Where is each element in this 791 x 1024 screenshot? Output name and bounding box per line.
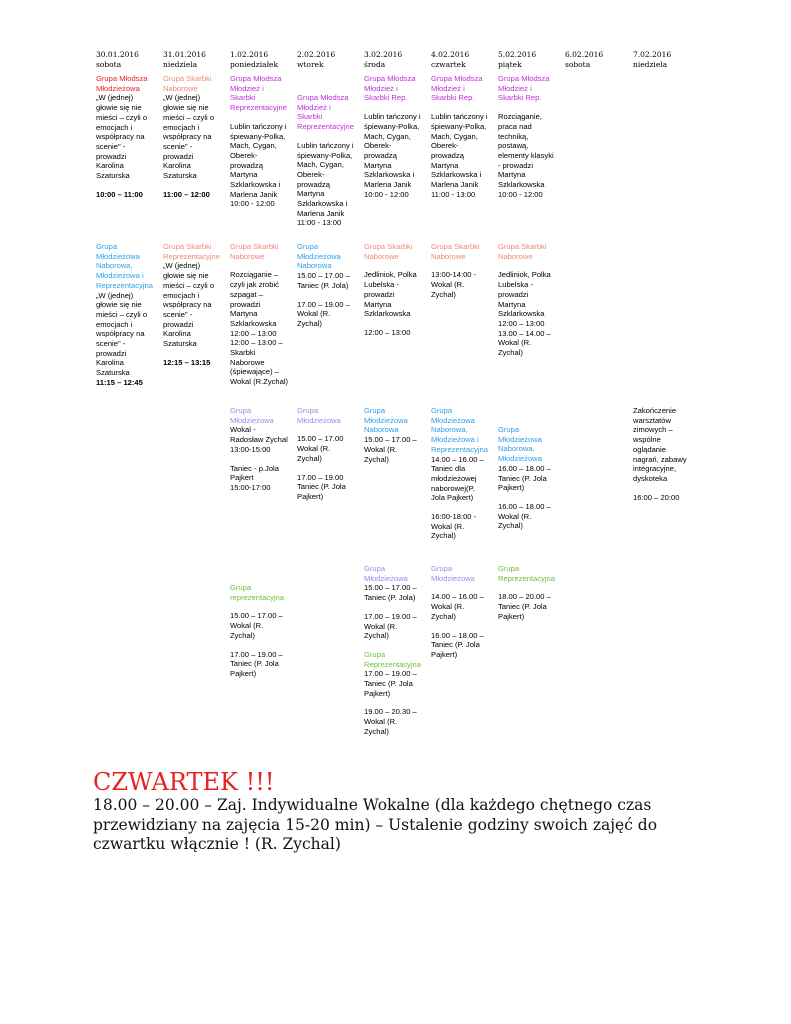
note [93, 768, 693, 855]
note-body: 18.00 – 20.00 – Zaj. Indywidualne Wokalne (dla każdego chętnego czas przewidziany na zajęcia 15-20 min) – Ustalenie godziny swoich zajęć do czwartku włącznie ! (R. Zychal) [93, 796, 658, 853]
schedule-cell: Grupa Młodsza Młodzieżowa „W (jednej) głowie się nie mieści – czyli o emocjach i współpracy na scenie" - prowadzi Karolina Szaturska 10:00 – 11:00 [96, 74, 148, 199]
schedule-cell: Grupa Skarbki Reprezentacyjne „W (jednej) głowie się nie mieści – czyli o emocjach i współpracy na scenie" - prowadzi Karolina Szaturska 12:15 – 13:15 [163, 242, 220, 367]
day-header: 1.02.2016 poniedziałek [230, 50, 279, 69]
day-header: 3.02.2016 środa [364, 50, 403, 69]
schedule-cell: Grupa reprezentacyjna 15.00 – 17.00 – Wokal (R. Zychal) 17.00 – 19.00 – Taniec (P. Jola Pajkert) [230, 583, 285, 678]
schedule-cell: Grupa Młodsza Młodzież i Skarbki Reprezentacyjne Lublin tańczony i śpiewany-Polka, Mach, Cygan, Oberek- prowadzą Martyna Szklarkowska i Marlena Janik 11:00 - 13:00 [297, 93, 354, 228]
note-title: CZWARTEK !!! [93, 768, 275, 796]
schedule-cell: Grupa Skarbki Naborowe Rozciąganie – czyli jak zrobić szpagat – prowadzi Martyna Szklarkowska 12:00 – 13:00 12:00 – 13:00 – Skarbki Naborowe (śpiewające) – Wokal (R.Zychal) [230, 242, 289, 387]
schedule-cell: Grupa Młodzieżowa Naborowa, Młodzieżowa i Reprezentacyjna 14.00 – 16.00 – Taniec dla młodzieżowej naborowej(P. Jola Pajkert) 16:00-18:00 - Wokal (R. Zychal) [431, 406, 488, 541]
schedule-cell: Grupa Skarbki Naborowe Jedliniok, Polka Lubelska - prowadzi Martyna Szklarkowska 12:00 – 13:00 [364, 242, 417, 337]
schedule-cell: Grupa Młodzieżowa Naborowa 15.00 – 17.00 – Wokal (R. Zychal) [364, 406, 417, 464]
schedule-cell: Grupa Młodzieżowa Naborowa, Młodzieżowa i Reprezentacyjna „W (jednej) głowie się nie mieści – czyli o emocjach i współpracy na scenie" - prowadzi Karolina Szaturska 11:15 – 12:45 [96, 242, 153, 387]
schedule-cell: Zakończenie warsztatów zimowych – wspólne oglądanie nagrań, zabawy integracyjne, dyskoteka 16:00 – 20:00 [633, 406, 687, 502]
schedule-cell: Grupa Młodzieżowa Naborowa 15.00 – 17.00 – Taniec (P. Jola) 17.00 – 19.00 – Wokal (R. Zychal) [297, 242, 350, 328]
schedule-cell: Grupa Młodzieżowa 15.00 – 17.00 Wokal (R. Zychal) 17.00 – 19.00 Taniec (P. Jola Pajkert) [297, 406, 346, 501]
schedule-cell: Grupa Młodzieżowa Wokal - Radosław Zychal 13:00-15:00 Taniec - p.Jola Pajkert 15:00-17:00 [230, 406, 288, 492]
day-header: 4.02.2016 czwartek [431, 50, 470, 69]
schedule-cell: Grupa Młodsza Młodzież i Skarbki Rep. Lublin tańczony i śpiewany-Polka, Mach, Cygan, Oberek- prowadzą Martyna Szklarkowska i Marlena Janik 10:00 - 12:00 [364, 74, 421, 199]
schedule-cell: Grupa Reprezentacyjna 18.00 – 20.00 – Taniec (P. Jola Pajkert) [498, 564, 555, 621]
schedule-cell: Grupa Skarbki Naborowe 13:00-14:00 - Wokal (R. Zychal) [431, 242, 480, 299]
day-header: 2.02.2016 wtorek [297, 50, 336, 69]
day-header: 6.02.2016 sobota [565, 50, 604, 69]
day-header: 30.01.2016 sobota [96, 50, 139, 69]
schedule-cell: Grupa Młodzieżowa Naborowa, Młodzieżowa 16.00 – 18.00 – Taniec (P. Jola Pajkert) 16.00 – 18.00 – Wokal (R. Zychal) [498, 425, 551, 531]
day-header: 31.01.2016 niedziela [163, 50, 206, 69]
schedule-cell: Grupa Skarbki Naborowe „W (jednej) głowie się nie mieści – czyli o emocjach i współpracy na scenie" - prowadzi Karolina Szaturska 11:00 – 12:00 [163, 74, 215, 199]
day-header: 7.02.2016 niedziela [633, 50, 672, 69]
schedule-cell: Grupa Młodzieżowa 14.00 – 16.00 – Wokal (R. Zychal) 16.00 – 18.00 – Taniec (P. Jola Pajkert) [431, 564, 484, 659]
schedule-cell: Grupa Młodsza Młodzież i Skarbki Reprezentacyjne Lublin tańczony i śpiewany-Polka, Mach, Cygan, Oberek- prowadzą Martyna Szklarkowska i Marlena Janik 10:00 - 12:00 [230, 74, 287, 209]
schedule-cell: Grupa Młodzieżowa 15.00 – 17.00 – Taniec (P. Jola) 17.00 – 19.00 – Wokal (R. Zychal) Grupa Reprezentacyjna 17.00 – 19.00 – Taniec (P. Jola Pajkert) 19.00 – 20.30 – Wokal (R. Zychal) [364, 564, 421, 736]
schedule-cell: Grupa Skarbki Naborowe Jedliniok, Polka Lubelska - prowadzi Martyna Szklarkowska 12:00 – 13:00 13.00 – 14.00 – Wokal (R. Zychal) [498, 242, 551, 358]
schedule-cell: Grupa Młodsza Młodzież i Skarbki Rep. Rozciąganie, praca nad techniką, postawą, elementy klasyki - prowadzi Martyna Szklarkowska 10:00 - 12:00 [498, 74, 554, 199]
day-header: 5.02.2016 piątek [498, 50, 537, 69]
schedule-cell: Grupa Młodsza Młodzież i Skarbki Rep. Lublin tańczony i śpiewany-Polka, Mach, Cygan, Oberek- prowadzą Martyna Szklarkowska i Marlena Janik 11:00 - 13:00 [431, 74, 488, 199]
